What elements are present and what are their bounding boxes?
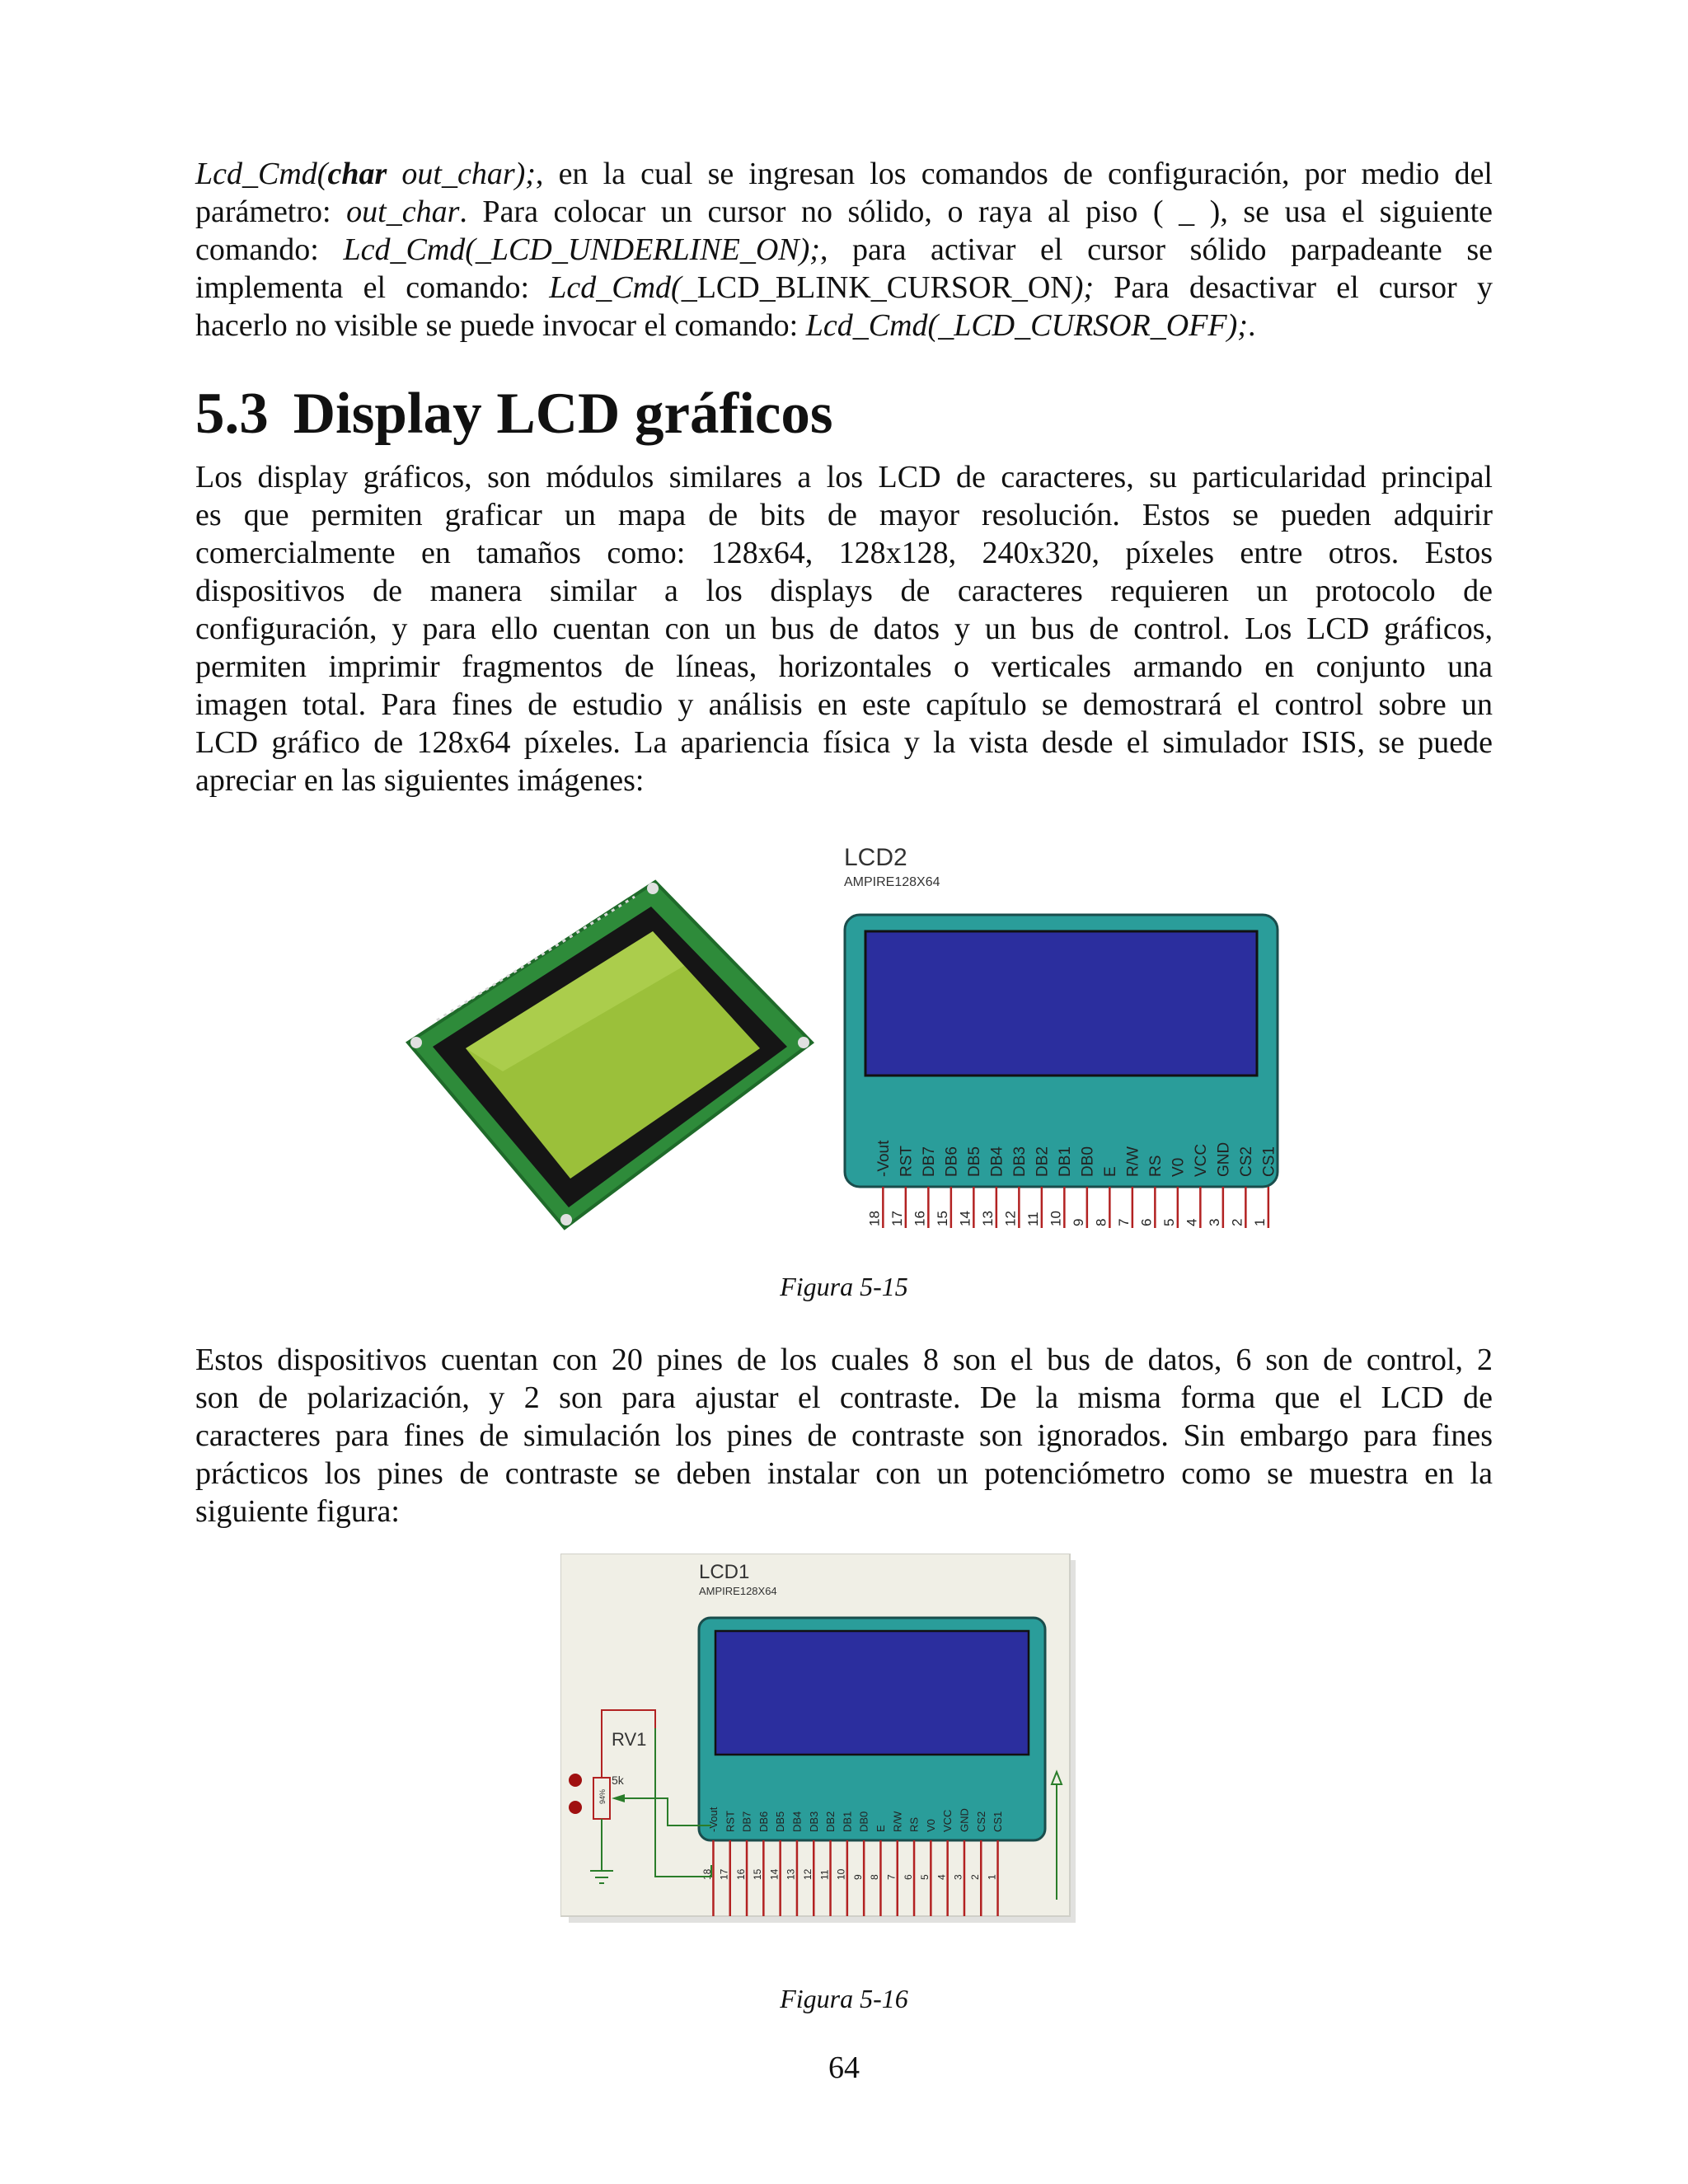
pin-number: 8 bbox=[869, 1874, 881, 1880]
pin-label: DB4 bbox=[988, 1146, 1006, 1177]
text-line bbox=[195, 155, 1493, 193]
pin-label: CS2 bbox=[1238, 1146, 1255, 1177]
text-line: Los display gráficos, son módulos similares a los LCD de caracteres, su particularidad principal bbox=[195, 460, 1493, 494]
figure-caption-5-15: Figura 5-15 bbox=[780, 1272, 908, 1301]
text-run: char bbox=[327, 157, 387, 191]
pin-number: 11 bbox=[1025, 1212, 1042, 1226]
pin-label: CS2 bbox=[974, 1811, 987, 1832]
text-line: configuración, y para ello cuentan con un bus de datos y un bus de control. Los LCD gráficos, bbox=[195, 612, 1493, 646]
text-line: permiten imprimir fragmentos de líneas, horizontales o verticales armando en conjunto una bbox=[195, 649, 1493, 684]
text-run: , en la cual se ingresan los comandos de configuración, por medio del bbox=[535, 157, 1493, 191]
pin-label: V0 bbox=[924, 1819, 937, 1832]
text-run: out_char bbox=[346, 194, 460, 229]
pin-label: RS bbox=[1147, 1155, 1165, 1177]
section-number: 5.3 bbox=[195, 382, 269, 446]
pin-number: 7 bbox=[885, 1874, 898, 1880]
pin-number: 12 bbox=[1002, 1211, 1019, 1226]
text-line: son de polarización, y 2 son para ajustar el contraste. De la misma forma que el LCD de bbox=[195, 1380, 1493, 1415]
pin-label: CS1 bbox=[992, 1811, 1005, 1832]
pin-number: 6 bbox=[1138, 1218, 1155, 1226]
pin-label: RST bbox=[898, 1146, 916, 1177]
pin-label: E bbox=[874, 1825, 887, 1832]
pin-label: RST bbox=[724, 1811, 737, 1832]
lcd2-model: AMPIRE128X64 bbox=[844, 875, 940, 889]
figure-lcd-photo-and-symbol bbox=[387, 824, 1294, 1253]
text-line: apreciar en las siguientes imágenes: bbox=[195, 763, 645, 798]
text-line bbox=[195, 231, 1493, 269]
lcd1-name: LCD1 bbox=[699, 1561, 750, 1583]
pin-label: DB4 bbox=[790, 1811, 804, 1832]
text-run: Lcd_Cmd(_LCD_CURSOR_OFF); bbox=[805, 308, 1248, 343]
pin-number: 4 bbox=[1184, 1218, 1200, 1226]
pin-label: DB7 bbox=[740, 1811, 753, 1832]
pin-label: RS bbox=[907, 1816, 921, 1832]
pin-label: CS1 bbox=[1260, 1146, 1278, 1177]
text-run: , para activar el cursor sólido parpadeante se bbox=[819, 232, 1493, 267]
rv1-body-label: 94% bbox=[598, 1788, 607, 1804]
text-line: comercialmente en tamaños como: 128x64, 128x128, 240x320, píxeles entre otros. Estos bbox=[195, 536, 1493, 570]
pin-label: R/W bbox=[891, 1811, 904, 1832]
text-line bbox=[195, 307, 1493, 344]
pin-number: 16 bbox=[912, 1211, 928, 1226]
pin-number: 2 bbox=[1229, 1218, 1245, 1226]
lcd2-schematic-symbol bbox=[844, 844, 1278, 1228]
lcd1-screen bbox=[715, 1631, 1029, 1755]
pin-label: DB1 bbox=[1057, 1146, 1074, 1177]
text-line bbox=[195, 193, 1493, 231]
text-line: prácticos los pines de contraste se deben instalar con un potenciómetro como se muestra en la bbox=[195, 1456, 1493, 1491]
pin-label: DB6 bbox=[757, 1811, 770, 1832]
lcd2-name: LCD2 bbox=[844, 844, 907, 871]
pin-label: DB1 bbox=[841, 1811, 854, 1832]
pin-label: DB0 bbox=[857, 1811, 870, 1832]
text-run: parámetro: bbox=[195, 194, 347, 229]
pin-number: 14 bbox=[768, 1868, 781, 1880]
pin-number: 18 bbox=[701, 1868, 714, 1880]
pin-number: 8 bbox=[1093, 1218, 1109, 1226]
pin-number: 1 bbox=[986, 1874, 998, 1880]
text-run: ); bbox=[1072, 270, 1095, 305]
pin-label: DB5 bbox=[966, 1146, 983, 1177]
pin-label: DB3 bbox=[1011, 1146, 1029, 1177]
text-run: Lcd_Cmd( bbox=[549, 270, 682, 305]
pin-number: 12 bbox=[802, 1868, 814, 1880]
pin-number: 9 bbox=[1071, 1218, 1087, 1226]
pin-number: 4 bbox=[935, 1874, 948, 1880]
text-line: siguiente figura: bbox=[195, 1494, 400, 1529]
pin-number: 15 bbox=[752, 1868, 764, 1880]
pin-label: -Vout bbox=[875, 1140, 893, 1177]
pin-number: 14 bbox=[957, 1211, 973, 1226]
text-run: out_char); bbox=[387, 157, 536, 191]
pin-number: 5 bbox=[919, 1874, 931, 1880]
pin-label: DB6 bbox=[943, 1146, 961, 1177]
pin-number: 13 bbox=[785, 1868, 797, 1880]
pin-number: 17 bbox=[889, 1211, 906, 1226]
figure-lcd-with-potentiometer bbox=[560, 1554, 1121, 1941]
lcd-module-photo bbox=[408, 882, 812, 1228]
text-run: . Para colocar un cursor no sólido, o raya al piso ( _ ), se usa el siguiente bbox=[459, 194, 1493, 229]
pin-number: 3 bbox=[952, 1874, 964, 1880]
text-line: Estos dispositivos cuentan con 20 pines de los cuales 8 son el bus de datos, 6 son de control, 2 bbox=[195, 1343, 1493, 1377]
pin-label: E bbox=[1102, 1166, 1119, 1177]
pin-label: DB2 bbox=[1034, 1146, 1052, 1177]
text-run: Para desactivar el cursor y bbox=[1094, 270, 1493, 305]
pin-number: 1 bbox=[1252, 1218, 1268, 1226]
text-run: _LCD_BLINK_CURSOR_ON bbox=[681, 270, 1073, 305]
pin-number: 7 bbox=[1116, 1218, 1132, 1226]
pin-number: 3 bbox=[1207, 1218, 1223, 1226]
pin-number: 13 bbox=[980, 1211, 996, 1226]
page-number: 64 bbox=[828, 2050, 860, 2085]
pin-number: 11 bbox=[818, 1869, 831, 1880]
text-run: implementa el comando: bbox=[195, 270, 550, 305]
pin-label: DB5 bbox=[774, 1811, 787, 1832]
pin-label: R/W bbox=[1124, 1146, 1142, 1177]
pin-number: 6 bbox=[902, 1874, 914, 1880]
lcd1-model: AMPIRE128X64 bbox=[699, 1585, 777, 1597]
lcd2-screen bbox=[865, 931, 1257, 1076]
paragraph-lcd-cmd bbox=[195, 155, 1493, 344]
pin-label: VCC bbox=[1193, 1143, 1210, 1177]
text-line: imagen total. Para fines de estudio y análisis en este capítulo se demostrará el control sobre un bbox=[195, 687, 1493, 722]
pin-label: DB2 bbox=[824, 1811, 837, 1832]
figure-caption-5-16: Figura 5-16 bbox=[780, 1984, 908, 2013]
pin-label: V0 bbox=[1170, 1157, 1188, 1177]
text-run: comando: bbox=[195, 232, 344, 267]
pin-number: 17 bbox=[718, 1868, 730, 1880]
pin-number: 9 bbox=[851, 1874, 864, 1880]
text-run: hacerlo no visible se puede invocar el comando: bbox=[195, 308, 806, 343]
pin-label: VCC bbox=[941, 1809, 954, 1832]
section-title: Display LCD gráficos bbox=[293, 382, 833, 446]
rv1-value: 5k bbox=[612, 1774, 624, 1787]
pin-number: 18 bbox=[866, 1211, 883, 1226]
pin-label: DB0 bbox=[1079, 1146, 1097, 1177]
pin-number: 2 bbox=[969, 1874, 981, 1880]
text-line: caracteres para fines de simulación los pines de contraste son ignorados. Sin embargo para fines bbox=[195, 1418, 1493, 1453]
text-run: Lcd_Cmd( bbox=[195, 157, 328, 191]
text-line bbox=[195, 269, 1493, 307]
section-heading bbox=[195, 381, 833, 447]
pin-number: 10 bbox=[835, 1868, 847, 1880]
pin-label: DB7 bbox=[921, 1146, 938, 1177]
text-run: Lcd_Cmd(_LCD_UNDERLINE_ON); bbox=[343, 232, 820, 267]
pin-label: -Vout bbox=[707, 1807, 720, 1832]
text-run: . bbox=[1247, 308, 1256, 343]
pin-number: 10 bbox=[1048, 1211, 1064, 1226]
pin-label: DB3 bbox=[807, 1811, 820, 1832]
pin-label: GND bbox=[1215, 1141, 1233, 1177]
paragraph-graphic-lcd-intro bbox=[195, 458, 1493, 799]
pin-label: GND bbox=[958, 1808, 971, 1832]
pin-number: 16 bbox=[734, 1868, 747, 1880]
rv1-name: RV1 bbox=[612, 1729, 647, 1750]
pin-number: 5 bbox=[1161, 1218, 1178, 1226]
text-line: LCD gráfico de 128x64 píxeles. La apariencia física y la vista desde el simulador ISIS, se puede bbox=[195, 725, 1493, 760]
pin-number: 15 bbox=[935, 1211, 951, 1226]
text-line: es que permiten graficar un mapa de bits de mayor resolución. Estos se pueden adquirir bbox=[195, 498, 1493, 532]
text-line: dispositivos de manera similar a los displays de caracteres requieren un protocolo de bbox=[195, 574, 1493, 608]
paragraph-pins-description bbox=[195, 1341, 1493, 1530]
